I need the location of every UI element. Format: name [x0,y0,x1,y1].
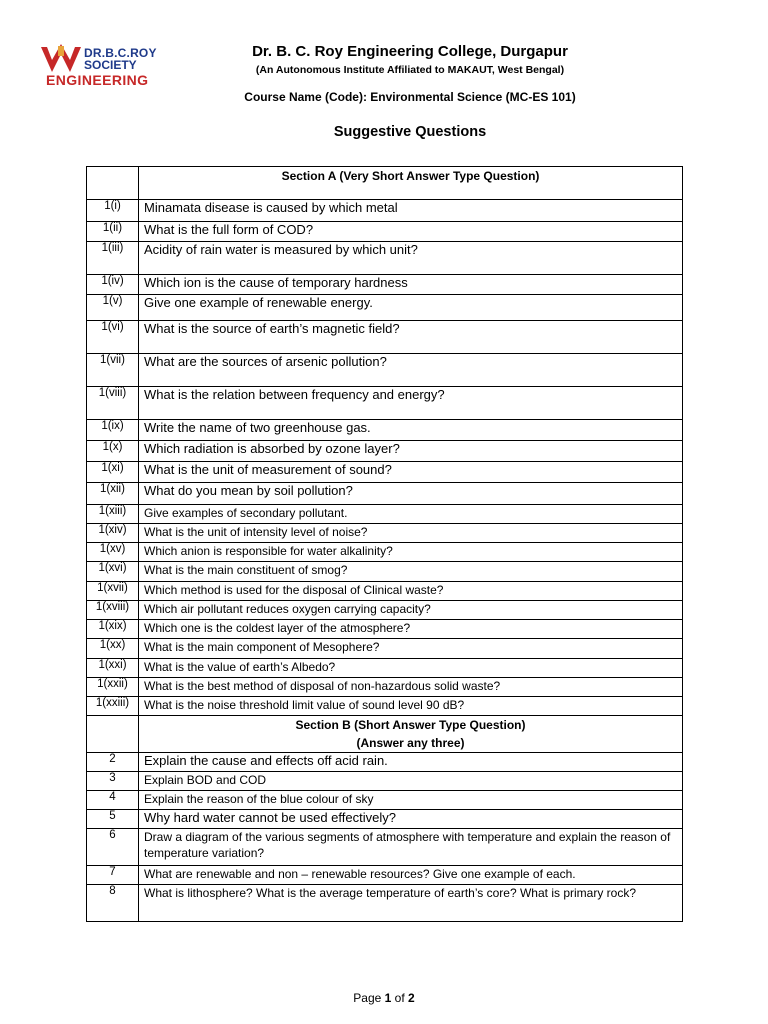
section-heading-text: (Answer any three) [356,736,465,750]
question-number: 8 [87,885,139,922]
question-text: Why hard water cannot be used effectively? [139,810,683,829]
section-heading-cell [139,167,683,200]
question-row [87,524,683,543]
question-text: What do you mean by soil pollution? [139,483,683,505]
question-text: Which ion is the cause of temporary hardness [139,275,683,295]
question-number: 6 [87,829,139,866]
question-row [87,543,683,562]
question-row [87,354,683,387]
question-text: What is the main constituent of smog? [139,562,683,582]
logo-emblem-icon [38,44,84,74]
question-row [87,753,683,772]
question-row [87,441,683,462]
question-row [87,810,683,829]
question-row [87,562,683,582]
question-row [87,420,683,441]
question-text: What are renewable and non – renewable resources? Give one example of each. [139,866,683,885]
page-footer [0,991,768,1005]
question-text: Which one is the coldest layer of the atmosphere? [139,620,683,639]
question-number: 1(xx) [87,639,139,659]
question-row [87,697,683,716]
question-text: What is the noise threshold limit value of sound level 90 dB? [139,697,683,716]
question-number: 1(xvi) [87,562,139,582]
question-number: 1(xv) [87,543,139,562]
question-number: 1(xxi) [87,659,139,678]
question-text: What is the source of earth’s magnetic field? [139,321,683,354]
question-number: 3 [87,772,139,791]
logo-text-line3: ENGINEERING [46,72,149,88]
question-number: 1(xii) [87,483,139,505]
question-row [87,242,683,275]
question-row [87,200,683,222]
question-text: Which method is used for the disposal of Clinical waste? [139,582,683,601]
question-row [87,866,683,885]
question-number: 7 [87,866,139,885]
footer-prefix: Page [353,991,385,1005]
footer-middle: of [391,991,409,1005]
question-row [87,222,683,242]
question-number: 5 [87,810,139,829]
course-name: Course Name (Code): Environmental Science (MC-ES 101) [244,90,576,104]
question-text: What is the full form of COD? [139,222,683,242]
footer-current-page: 1 [384,991,392,1005]
logo-text-line2: SOCIETY [84,58,137,72]
question-row [87,295,683,321]
question-row [87,829,683,866]
question-text: Acidity of rain water is measured by which unit? [139,242,683,275]
question-text: Write the name of two greenhouse gas. [139,420,683,441]
question-text: Minamata disease is caused by which metal [139,200,683,222]
question-number: 1(iv) [87,275,139,295]
question-row [87,601,683,620]
college-name: Dr. B. C. Roy Engineering College, Durgapur [252,43,568,60]
section-b-heading-row [87,716,683,753]
question-text: What is the best method of disposal of non-hazardous solid waste? [139,678,683,697]
question-number: 1(vi) [87,321,139,354]
question-text: Explain the cause and effects off acid rain. [139,753,683,772]
question-row [87,639,683,659]
questions-table [86,166,683,922]
question-text: What are the sources of arsenic pollution? [139,354,683,387]
question-row [87,620,683,639]
footer-total-pages: 2 [408,991,415,1005]
question-number: 1(xvii) [87,582,139,601]
question-text: What is the value of earth’s Albedo? [139,659,683,678]
question-text: Explain BOD and COD [139,772,683,791]
heading-number-cell [87,167,139,200]
college-logo [38,44,168,90]
question-text: What is the relation between frequency and energy? [139,387,683,420]
question-number: 1(xix) [87,620,139,639]
question-row [87,321,683,354]
section-heading-text: Section A (Very Short Answer Type Question) [281,169,540,183]
question-number: 4 [87,791,139,810]
heading-number-cell [87,716,139,753]
question-row [87,462,683,483]
question-row [87,678,683,697]
question-number: 1(ix) [87,420,139,441]
question-row [87,772,683,791]
question-number: 1(xi) [87,462,139,483]
question-text: Give one example of renewable energy. [139,295,683,321]
question-text: What is the unit of measurement of sound? [139,462,683,483]
question-text: Draw a diagram of the various segments of atmosphere with temperature and explain the reason of temperature variation? [139,829,683,866]
question-number: 1(xxii) [87,678,139,697]
question-row [87,659,683,678]
logo-text-line1: DR.B.C.ROY [84,46,157,60]
question-text: What is the main component of Mesophere? [139,639,683,659]
question-number: 1(xiii) [87,505,139,524]
question-number: 1(x) [87,441,139,462]
question-text: Explain the reason of the blue colour of sky [139,791,683,810]
question-number: 1(xxiii) [87,697,139,716]
question-row [87,483,683,505]
question-row [87,582,683,601]
question-number: 1(xiv) [87,524,139,543]
question-row [87,885,683,922]
question-text: Which radiation is absorbed by ozone layer? [139,441,683,462]
question-number: 1(viii) [87,387,139,420]
question-number: 1(i) [87,200,139,222]
question-row [87,387,683,420]
question-text: Which anion is responsible for water alkalinity? [139,543,683,562]
question-text: Give examples of secondary pollutant. [139,505,683,524]
question-row [87,791,683,810]
section-a-heading-row [87,167,683,200]
question-text: Which air pollutant reduces oxygen carrying capacity? [139,601,683,620]
question-number: 1(vii) [87,354,139,387]
question-number: 1(iii) [87,242,139,275]
question-number: 1(ii) [87,222,139,242]
question-text: What is the unit of intensity level of noise? [139,524,683,543]
section-heading-cell [139,716,683,753]
college-subtitle: (An Autonomous Institute Affiliated to MAKAUT, West Bengal) [255,64,565,76]
page-title: Suggestive Questions [333,124,487,140]
question-number: 1(xviii) [87,601,139,620]
question-text: What is lithosphere? What is the average temperature of earth’s core? What is primary rock? [139,885,683,922]
question-number: 2 [87,753,139,772]
question-row [87,505,683,524]
section-heading-text: Section B (Short Answer Type Question) [295,718,526,732]
question-number: 1(v) [87,295,139,321]
question-row [87,275,683,295]
